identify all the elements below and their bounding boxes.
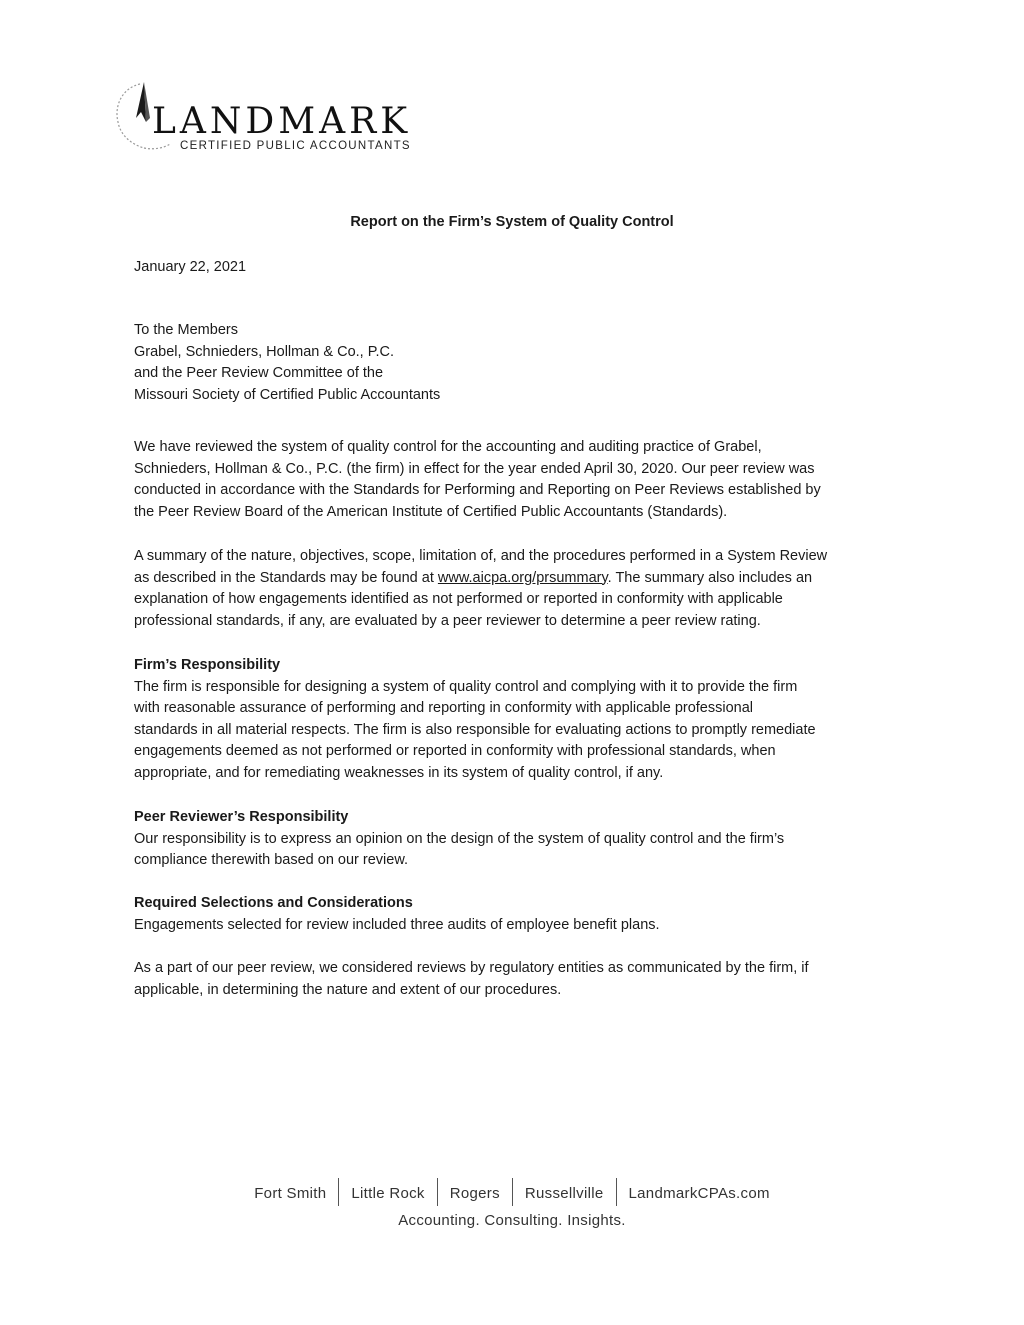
paragraph-line: professional standards, if any, are evaluated by a peer reviewer to determine a peer review rating. [134, 612, 761, 629]
summary-paragraph [134, 546, 896, 632]
paragraph-line: Schnieders, Hollman & Co., P.C. (the firm) in effect for the year ended April 30, 2020. Our peer review was [134, 460, 815, 477]
paragraph-line: Our responsibility is to express an opinion on the design of the system of quality control and the firm’s [134, 830, 785, 847]
report-date-block [134, 257, 896, 279]
paragraph-text: . The summary also includes an [607, 569, 813, 586]
paragraph-line: The firm is responsible for designing a system of quality control and complying with it to provide the firm [134, 678, 798, 695]
paragraph-line: with reasonable assurance of performing and reporting in conformity with applicable professional [134, 700, 754, 716]
letterhead-footer [0, 1180, 1024, 1229]
location-fort-smith: Fort Smith [254, 1184, 327, 1202]
paragraph-line: conducted in accordance with the Standards for Performing and Reporting on Peer Reviews established by [134, 482, 821, 498]
logo-subtitle: CERTIFIED PUBLIC ACCOUNTANTS [180, 140, 411, 152]
paragraph-line: appropriate, and for remediating weaknesses in its system of quality control, if any. [134, 764, 664, 781]
divider [616, 1178, 617, 1206]
location-russellville: Russellville [524, 1184, 604, 1202]
addressee-line: Grabel, Schnieders, Hollman & Co., P.C. [134, 343, 395, 360]
paragraph-line: engagements deemed as not performed or reported in conformity with professional standards, when [134, 743, 776, 759]
paragraph-line: the Peer Review Board of the American Institute of Certified Public Accountants (Standards). [134, 503, 728, 520]
section-heading: Required Selections and Considerations [134, 895, 413, 911]
landmark-logo [110, 78, 410, 158]
paragraph-line: standards in all material respects. The firm is also responsible for evaluating actions to promptly remediate [134, 721, 816, 738]
addressee-block [134, 320, 896, 406]
firm-responsibility-section [134, 655, 896, 784]
divider [512, 1178, 513, 1206]
report-date: January 22, 2021 [134, 259, 247, 275]
location-rogers: Rogers [449, 1184, 500, 1202]
addressee-line: Missouri Society of Certified Public Accountants [134, 386, 441, 403]
divider [338, 1178, 339, 1206]
logo-wordmark: LANDMARK [152, 101, 412, 142]
reviewer-responsibility-section [134, 807, 896, 872]
paragraph-line: Engagements selected for review included three audits of employee benefit plans. [134, 916, 660, 933]
paragraph-text: as described in the Standards may be found at [134, 569, 438, 586]
intro-paragraph [134, 437, 896, 523]
paragraph-line: As a part of our peer review, we considered reviews by regulatory entities as communicated by the firm, if [134, 960, 809, 976]
regulatory-paragraph [134, 958, 896, 1001]
paragraph-line: compliance therewith based on our review. [134, 852, 409, 868]
section-heading: Firm’s Responsibility [134, 657, 281, 673]
divider [437, 1178, 438, 1206]
website-link[interactable]: LandmarkCPAs.com [628, 1184, 770, 1202]
required-selections-section [134, 893, 896, 936]
paragraph-line: applicable, in determining the nature and extent of our procedures. [134, 981, 562, 998]
paragraph-line: explanation of how engagements identified as not performed or reported in conformity with applicable [134, 591, 783, 607]
office-locations [0, 1180, 1024, 1208]
addressee-line: To the Members [134, 322, 238, 338]
paragraph-line: We have reviewed the system of quality control for the accounting and auditing practice of Grabel, [134, 439, 762, 455]
paragraph-line [134, 568, 896, 590]
report-title: Report on the Firm’s System of Quality Control [350, 214, 674, 230]
prsummary-link[interactable]: www.aicpa.org/prsummary [437, 569, 608, 586]
paragraph-line: A summary of the nature, objectives, scope, limitation of, and the procedures performed in a System Review [134, 548, 828, 564]
section-heading: Peer Reviewer’s Responsibility [134, 809, 349, 825]
footer-tagline: Accounting. Consulting. Insights. [398, 1212, 626, 1229]
location-little-rock: Little Rock [351, 1184, 425, 1202]
addressee-line: and the Peer Review Committee of the [134, 365, 384, 381]
